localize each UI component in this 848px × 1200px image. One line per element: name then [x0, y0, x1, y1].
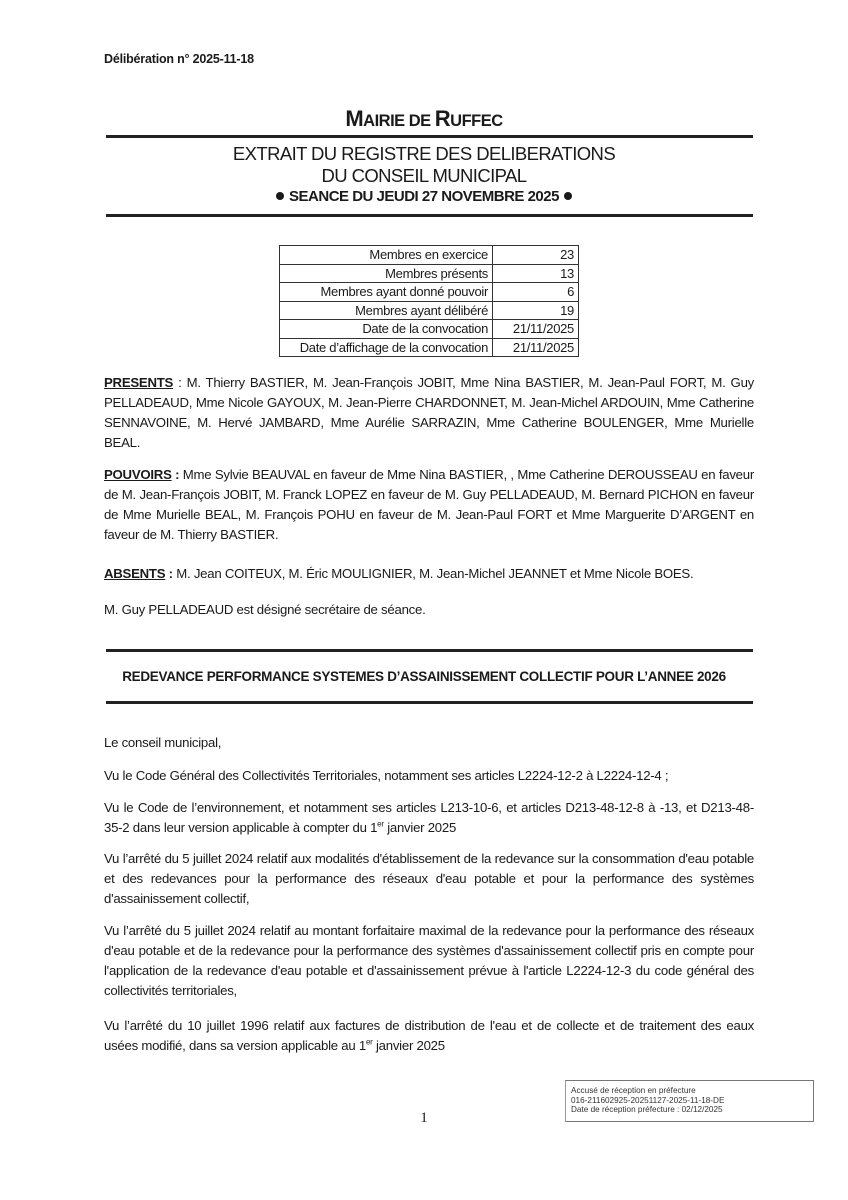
intro-paragraph: Le conseil municipal,	[104, 735, 222, 750]
row-value: 13	[493, 264, 579, 283]
pouvoirs-text: Mme Sylvie BEAUVAL en faveur de Mme Nina BASTIER, , Mme Catherine DEROUSSEAU en faveur de M. Jean-François JOBIT, M. Franck LOPEZ en faveur de M. Guy PELLADEAUD, M. Bernard PICHON en faveur de Mme Murielle BEAL, M. François POHU en faveur de M. Jean-Paul FORT et Mme Marguerite D’ARGENT en faveur de M. Thierry BASTIER.	[104, 467, 754, 542]
vu5-superscript: er	[365, 1037, 373, 1047]
section-title: REDEVANCE PERFORMANCE SYSTEMES D’ASSAINISSEMENT COLLECTIF POUR L’ANNEE 2026	[122, 669, 726, 684]
row-label: Membres ayant donné pouvoir	[280, 283, 493, 302]
vu5-text-end: janvier 2025	[372, 1038, 445, 1053]
members-stats-table	[279, 245, 579, 357]
absents-paragraph	[104, 564, 754, 584]
vu-paragraph-5	[104, 1016, 754, 1056]
vu-paragraph-4: Vu l’arrêté du 5 juillet 2024 relatif au montant forfaitaire maximal de la redevance pour la performance des réseaux d'eau potable et de la redevance pour la performance des systèmes d'assainissement collectif pris en compte pour l'application de la redevance d'eau potable et d'assainissement prévue à l'article L2224-12-3 du code général des collectivités territoriales,	[104, 923, 754, 998]
deliberation-number: Délibération n° 2025-11-18	[104, 52, 254, 66]
section-rule-bottom	[106, 701, 753, 704]
mairie-title-part-1: AIRIE DE	[363, 112, 435, 130]
header-rule-bottom	[106, 214, 753, 217]
prefecture-stamp	[565, 1080, 814, 1122]
extrait-line-2: DU CONSEIL MUNICIPAL	[321, 165, 527, 186]
vu-paragraph-1: Vu le Code Général des Collectivités Territoriales, notamment ses articles L2224-12-2 à L2224-12-4 ;	[104, 768, 669, 783]
presents-paragraph	[104, 373, 754, 453]
absents-text: M. Jean COITEUX, M. Éric MOULIGNIER, M. Jean-Michel JEANNET et Mme Nicole BOES.	[176, 566, 694, 581]
vu2-text: Vu le Code de l’environnement, et notamment ses articles L213-10-6, et articles D213-48-12-8 à -13, et D213-48-35-2 dans leur version applicable à compter du 1	[104, 800, 754, 835]
presents-separator: :	[173, 375, 187, 390]
seance-heading	[0, 188, 848, 205]
stamp-line-3: Date de réception préfecture : 02/12/2025	[571, 1105, 723, 1114]
row-label: Date de la convocation	[280, 320, 493, 339]
table-row	[280, 246, 579, 265]
row-label: Membres présents	[280, 264, 493, 283]
row-value: 6	[493, 283, 579, 302]
row-label: Membres en exercice	[280, 246, 493, 265]
pouvoirs-paragraph	[104, 465, 754, 545]
pouvoirs-label: POUVOIRS	[104, 467, 172, 482]
row-value: 19	[493, 301, 579, 320]
mairie-title-initial-2: R	[434, 106, 451, 131]
header-rule-top	[106, 135, 753, 138]
bullet-icon	[564, 192, 572, 200]
table-row	[280, 338, 579, 357]
vu-paragraph-3: Vu l’arrêté du 5 juillet 2024 relatif aux modalités d'établissement de la redevance sur la consommation d'eau potable et des redevances pour la performance des réseaux d'eau potable et pour la performance des systèmes d'assainissement collectif,	[104, 851, 754, 906]
vu-paragraph-2	[104, 798, 754, 838]
vu5-text: Vu l’arrêté du 10 juillet 1996 relatif aux factures de distribution de l'eau et de collecte et de traitement des eaux usées modifié, dans sa version applicable au 1	[104, 1018, 754, 1053]
extrait-heading	[0, 143, 848, 187]
table-row	[280, 283, 579, 302]
mairie-title-initial-1: M	[345, 106, 364, 131]
row-label: Membres ayant délibéré	[280, 301, 493, 320]
section-rule-top	[106, 649, 753, 652]
mairie-title	[0, 106, 848, 132]
extrait-line-1: EXTRAIT DU REGISTRE DES DELIBERATIONS	[232, 143, 616, 164]
row-value: 23	[493, 246, 579, 265]
stamp-line-1: Accusé de réception en préfecture	[571, 1086, 696, 1095]
presents-label: PRESENTS	[104, 375, 174, 390]
vu2-superscript: er	[377, 819, 384, 829]
presents-text: M. Thierry BASTIER, M. Jean-François JOBIT, Mme Nina BASTIER, M. Jean-Paul FORT, M. Guy PELLADEAUD, Mme Nicole GAYOUX, M. Jean-Pierre CHARDONNET, M. Jean-Michel ARDOUIN, Mme Catherine SENNAVOINE, M. Hervé JAMBARD, Mme Aurélie SARRAZIN, Mme Catherine BOULENGER, Mme Murielle BEAL.	[104, 375, 754, 450]
vu2-text-end: janvier 2025	[383, 820, 457, 835]
pouvoirs-separator: :	[171, 467, 183, 482]
table-row	[280, 320, 579, 339]
secretaire-paragraph: M. Guy PELLADEAUD est désigné secrétaire de séance.	[104, 602, 426, 617]
mairie-title-part-2: UFFEC	[450, 112, 503, 130]
row-value: 21/11/2025	[493, 320, 579, 339]
absents-label: ABSENTS	[104, 566, 166, 581]
row-value: 21/11/2025	[493, 338, 579, 357]
table-row	[280, 301, 579, 320]
page-number: 1	[420, 1110, 428, 1126]
seance-text: SEANCE DU JEUDI 27 NOVEMBRE 2025	[289, 188, 559, 205]
absents-separator: :	[165, 566, 177, 581]
table-row	[280, 264, 579, 283]
row-label: Date d’affichage de la convocation	[280, 338, 493, 357]
stamp-line-2: 016-211602925-20251127-2025-11-18-DE	[571, 1095, 725, 1105]
bullet-icon	[276, 192, 284, 200]
